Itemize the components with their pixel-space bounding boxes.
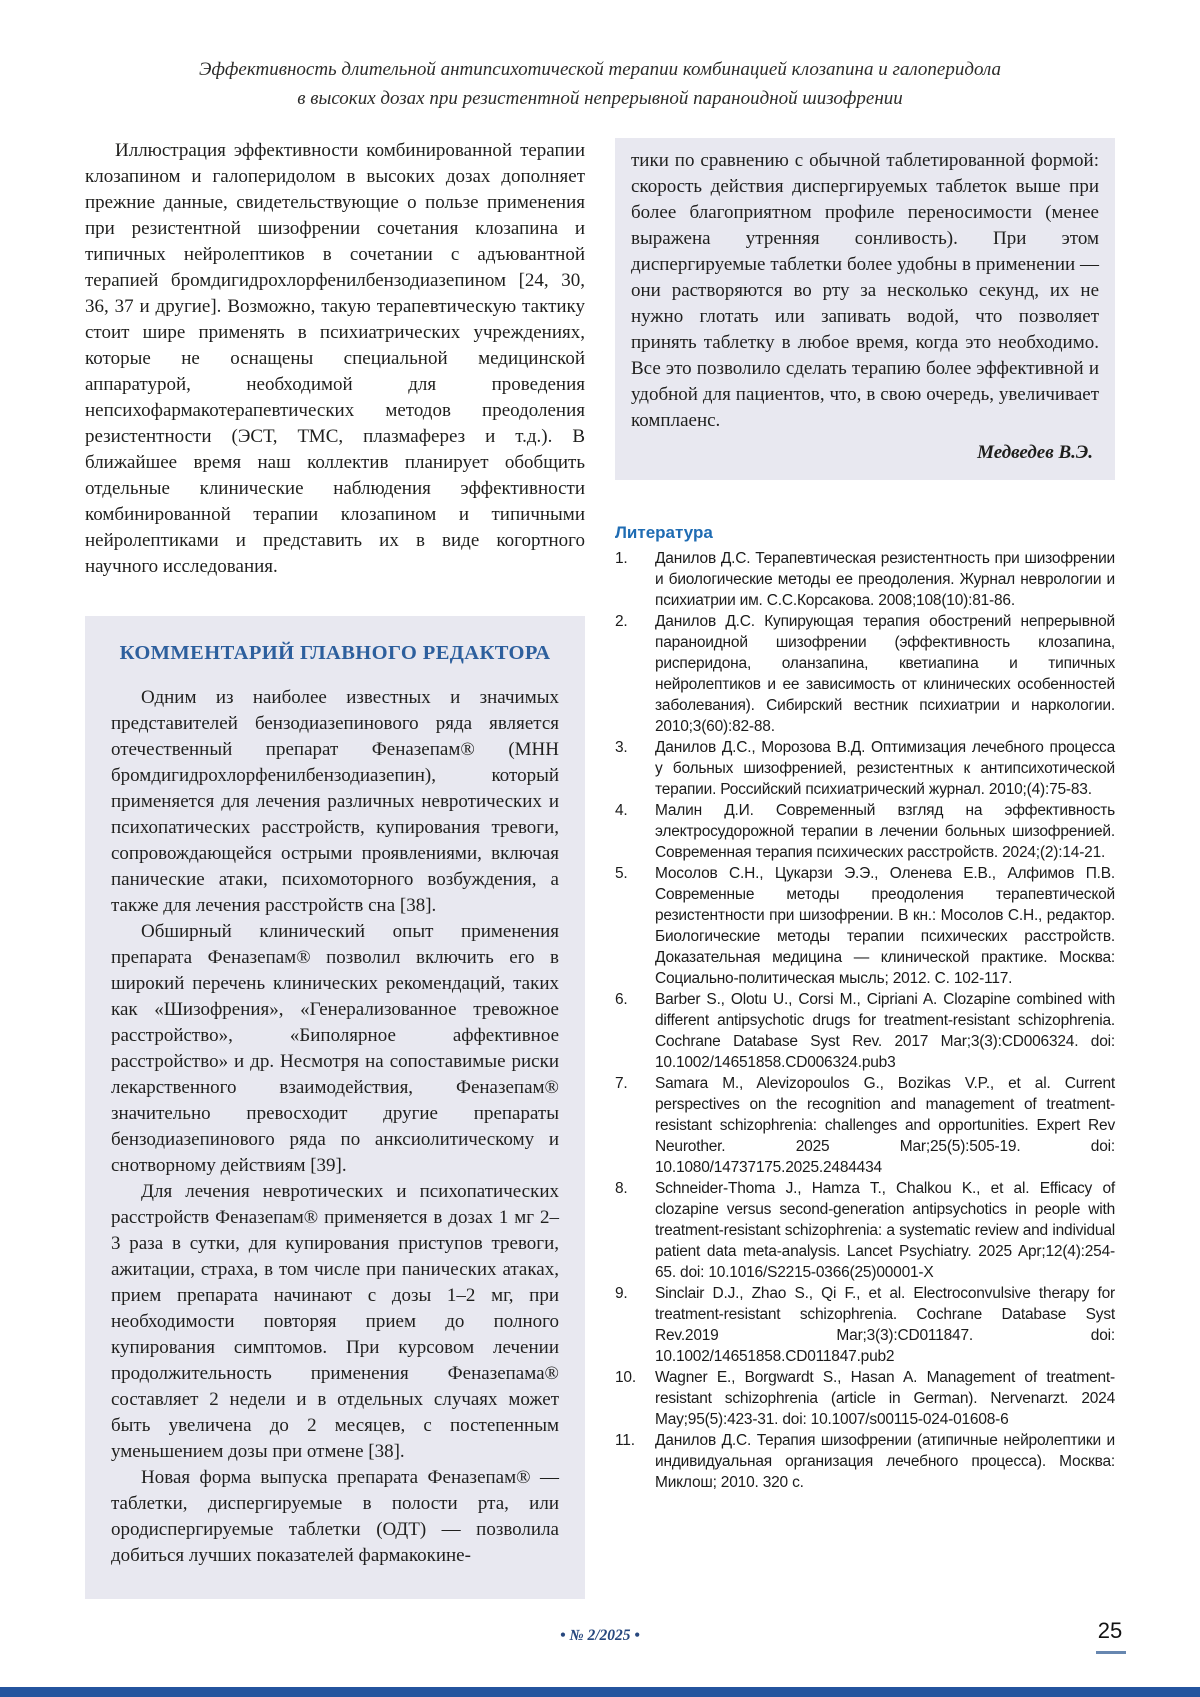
reference-item — [615, 800, 1115, 863]
reference-text: Barber S., Olotu U., Corsi M., Cipriani A. Clozapine combined with different antipsychotic drugs for treatment-resistant schizophrenia. Cochrane Database Syst Rev. 2017 Mar;3(3):CD006324. doi: 10.1002/14651858.CD006324.pub3 — [655, 991, 1115, 1071]
reference-number: 5. — [615, 865, 628, 882]
reference-number: 11. — [615, 1432, 635, 1449]
reference-item — [615, 1178, 1115, 1283]
left-column — [85, 138, 585, 1599]
right-column — [615, 138, 1115, 1493]
reference-number: 7. — [615, 1075, 628, 1092]
continuation-paragraph: тики по сравнению с обычной таблетированной формой: скорость действия диспергируемых таблеток выше при более благоприятном профиле переносимости (менее выражена утренняя сонливость). При этом диспергируемые таблетки более удобны в применении — они растворяются во рту за несколько секунд, их не нужно глотать или запивать водой, что позволяет принять таблетку в любое время, когда это необходимо. Все это позволило сделать терапию более эффективной и удобной для пациентов, что, в свою очередь, увеличивает комплаенс. — [631, 150, 1099, 431]
reference-item — [615, 1283, 1115, 1367]
reference-item — [615, 611, 1115, 737]
running-head — [60, 56, 1140, 113]
page-number-rule — [1096, 1651, 1126, 1654]
reference-item — [615, 548, 1115, 611]
reference-number: 2. — [615, 613, 628, 630]
reference-item — [615, 1430, 1115, 1493]
editor-paragraph: Одним из наиболее известных и значимых представителей бензодиазепинового ряда является отечественный препарат Феназепам® (МНН бромдигидрохлорфенилбензодиазепин), который применяется для лечения различных невротических и психопатических расстройств, купирования тревоги, сопровождающейся острыми проявлениями, включая панические атаки, психомоторного возбуждения, а также для лечения расстройств сна [38]. — [111, 687, 559, 916]
editor-paragraph: Для лечения невротических и психопатических расстройств Феназепам® применяется в дозах 1 мг 2–3 раза в сутки, для купирования приступов тревоги, ажитации, страха, в том числе при панических атаках, прием препарата начинают с дозы 1–2 мг, при необходимости повторяя прием до полного купирования симптомов. При курсовом лечении продолжительность применения Феназепама® составляет 2 недели и в отдельных случаях может быть увеличена до 2 месяцев, с постепенным уменьшением дозы при отмене [38]. — [111, 1181, 559, 1462]
reference-item — [615, 1073, 1115, 1178]
reference-number: 3. — [615, 739, 628, 756]
editor-comment-title: КОММЕНТАРИЙ ГЛАВНОГО РЕДАКТОРА — [119, 642, 551, 664]
reference-text: Schneider-Thoma J., Hamza T., Chalkou K., et al. Efficacy of clozapine versus second-generation antipsychotics in people with treatment-resistant schizophrenia: a systematic review and individual patient data meta-analysis. Lancet Psychiatry. 2025 Apr;12(4):254-65. doi: 10.1016/S2215-0366(25)00001-X — [655, 1180, 1115, 1281]
reference-item — [615, 989, 1115, 1073]
reference-number: 10. — [615, 1369, 636, 1386]
reference-text: Samara M., Alevizopoulos G., Bozikas V.P., et al. Current perspectives on the recognition and management of treatment-resistant schizophrenia: challenges and opportunities. Expert Rev Neurother. 2025 Mar;25(5):505-19. doi: 10.1080/14737175.2025.2484434 — [655, 1075, 1115, 1176]
reference-number: 9. — [615, 1285, 628, 1302]
intro-paragraph: Иллюстрация эффективности комбинированной терапии клозапином и галоперидолом в высоких дозах дополняет прежние данные, свидетельствующие о пользе применения при резистентной шизофрении сочетания клозапина и типичных нейролептиков в сочетании с адъювантной терапией бромдигидрохлорфенилбензодиазепином [24, 30, 36, 37 и другие]. Возможно, такую терапевтическую тактику стоит шире применять в психиатрических учреждениях, которые не оснащены специальной медицинской аппаратурой, необходимой для проведения непсихофармакотерапевтических методов преодоления резистентности (ЭСТ, ТМС, плазмаферез и т.д.). В ближайшее время наш коллектив планирует обобщить отдельные клинические наблюдения эффективности комбинированной терапии клозапином и типичными нейролептиками и представить их в виде когортного научного исследования. — [85, 140, 585, 577]
editor-paragraph: Обширный клинический опыт применения препарата Феназепам® позволил включить его в широкий перечень клинических рекомендаций, таких как «Шизофрения», «Генерализованное тревожное расстройство», «Биполярное аффективное расстройство» и др. Несмотря на сопоставимые риски лекарственного взаимодействия, Феназепам® значительно превосходит другие препараты бензодиазепинового ряда по анксиолитическому и снотворному действиям [39]. — [111, 921, 559, 1176]
reference-text: Малин Д.И. Современный взгляд на эффективность электросудорожной терапии в лечении больных шизофренией. Современная терапия психических расстройств. 2024;(2):14-21. — [655, 802, 1115, 861]
reference-text: Данилов Д.С., Морозова В.Д. Оптимизация лечебного процесса у больных шизофренией, резистентных к антипсихотической терапии. Российский психиатрический журнал. 2010;(4):75-83. — [655, 739, 1115, 798]
bottom-accent-bar — [0, 1687, 1200, 1697]
reference-item — [615, 1367, 1115, 1430]
reference-text: Sinclair D.J., Zhao S., Qi F., et al. Electroconvulsive therapy for treatment-resistant schizophrenia. Cochrane Database Syst Rev.2019 Mar;3(3):CD011847. doi: 10.1002/14651858.CD011847.pub2 — [655, 1285, 1115, 1365]
reference-text: Данилов Д.С. Купирующая терапия обострений непрерывной параноидной шизофрении (эффективность клозапина, рисперидона, оланзапина, кветиапина и типичных нейролептиков и ее зависимость от клинических особенностей заболевания). Сибирский вестник психиатрии и наркологии. 2010;3(60):82-88. — [655, 613, 1115, 735]
editor-comment-continuation — [615, 138, 1115, 480]
editor-comment-box — [85, 616, 585, 1599]
reference-item — [615, 737, 1115, 800]
reference-number: 6. — [615, 991, 628, 1008]
editor-comment-text — [111, 685, 559, 1569]
reference-item — [615, 863, 1115, 989]
reference-number: 4. — [615, 802, 628, 819]
two-column-layout — [85, 138, 1115, 1599]
page-number: 25 — [1097, 1618, 1123, 1643]
article-body-text — [85, 138, 585, 580]
running-head-line1: Эффективность длительной антипсихотической терапии комбинацией клозапина и галоперидола — [199, 59, 1001, 80]
editor-paragraph: Новая форма выпуска препарата Феназепам® — таблетки, диспергируемые в полости рта, или ородиспергируемые таблетки (ОДТ) — позволила добиться лучших показателей фармакокине- — [111, 1467, 559, 1566]
references-title: Литература — [615, 523, 713, 542]
reference-text: Wagner E., Borgwardt S., Hasan A. Management of treatment-resistant schizophrenia (article in German). Nervenarzt. 2024 May;95(5):423-31. doi: 10.1007/s00115-024-01608-6 — [655, 1369, 1115, 1428]
editor-signature: Медведев В.Э. — [977, 442, 1093, 463]
reference-text: Данилов Д.С. Терапия шизофрении (атипичные нейролептики и индивидуальная организация лечебного процесса). Москва: Миклош; 2010. 320 с. — [655, 1432, 1115, 1491]
reference-number: 8. — [615, 1180, 628, 1197]
reference-text: Данилов Д.С. Терапевтическая резистентность при шизофрении и биологические методы ее преодоления. Журнал неврологии и психиатрии им. С.С.Корсакова. 2008;108(10):81-86. — [655, 550, 1115, 609]
references-list — [615, 548, 1115, 1493]
reference-number: 1. — [615, 550, 628, 567]
footer-issue-label: • № 2/2025 • — [560, 1627, 640, 1644]
references-section — [615, 522, 1115, 1493]
reference-text: Мосолов С.Н., Цукарзи Э.Э., Оленева Е.В., Алфимов П.В. Современные методы преодоления терапевтической резистентности при шизофрении. В кн.: Мосолов С.Н., редактор. Биологические методы терапии психических расстройств. Доказательная медицина — клинической практике. Москва: Социально-политическая мысль; 2012. С. 102-117. — [655, 865, 1115, 987]
running-head-line2: в высоких дозах при резистентной непрерывной параноидной шизофрении — [297, 87, 903, 109]
